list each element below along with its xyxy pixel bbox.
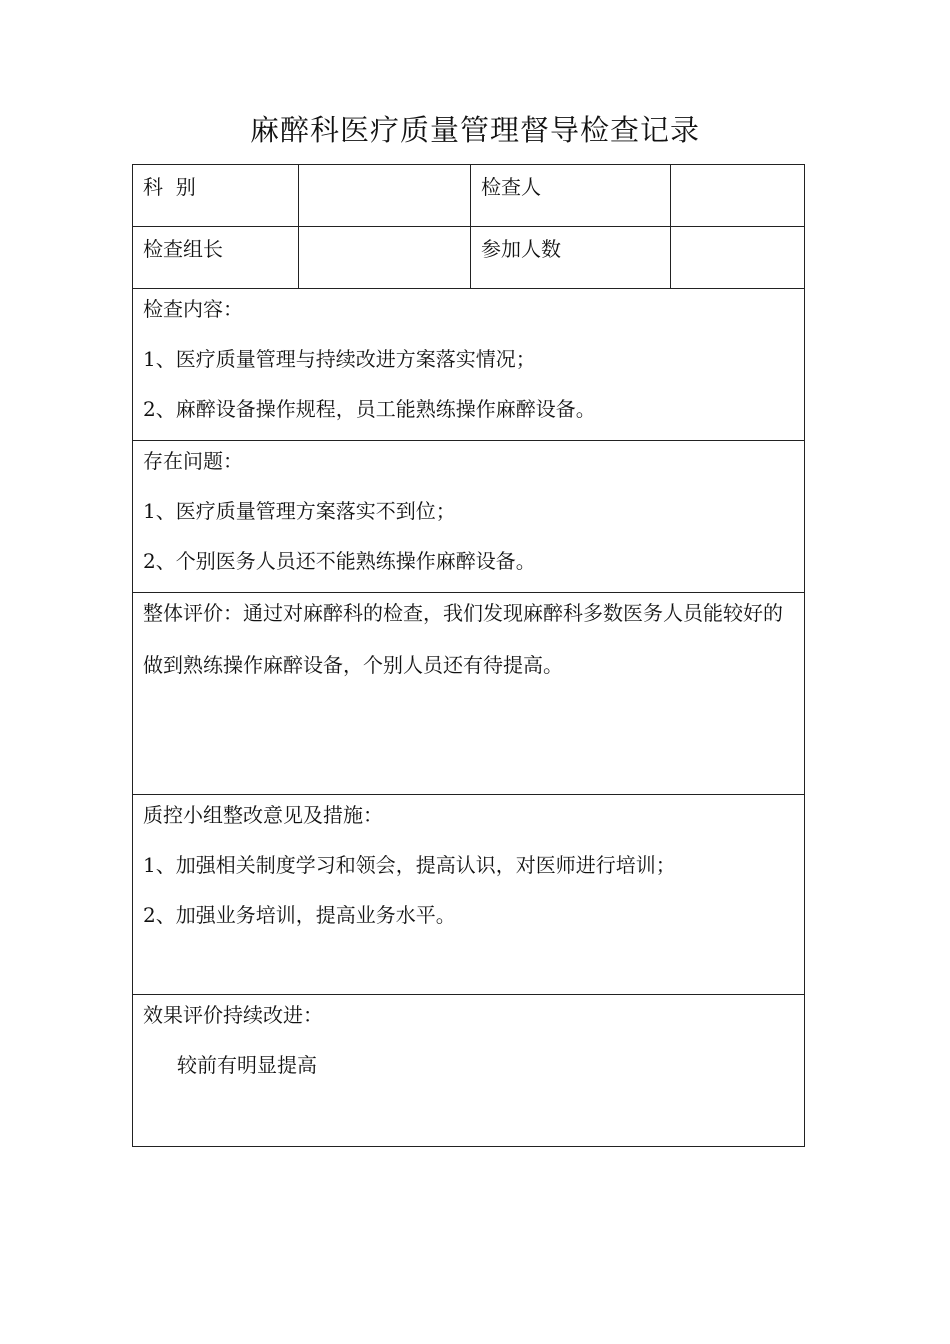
overall-evaluation-cell	[133, 593, 805, 795]
measure-item: 1、加强相关制度学习和领会，提高认识，对医师进行培训；	[143, 853, 676, 877]
measures-row	[133, 795, 805, 995]
inspection-content-row	[133, 289, 805, 441]
effect-evaluation-heading: 效果评价持续改进：	[143, 1003, 323, 1027]
inspector-value-cell[interactable]	[671, 165, 805, 227]
participants-label-cell	[471, 227, 671, 289]
dept-label-cell	[133, 165, 299, 227]
dept-label: 科 别	[143, 175, 196, 199]
document-title: 麻醉科医疗质量管理督导检查记录	[249, 113, 700, 147]
inspection-content-item: 2、麻醉设备操作规程，员工能熟练操作麻醉设备。	[143, 397, 596, 421]
dept-value	[299, 165, 470, 175]
participants-value	[671, 227, 804, 237]
overall-evaluation-row	[133, 593, 805, 795]
inspector-label-cell	[471, 165, 671, 227]
participants-label: 参加人数	[481, 237, 561, 261]
issues-cell	[133, 441, 805, 593]
effect-evaluation-cell	[133, 995, 805, 1147]
effect-evaluation-row	[133, 995, 805, 1147]
leader-label: 检查组长	[143, 237, 223, 261]
leader-value	[299, 227, 470, 237]
issues-heading: 存在问题：	[143, 449, 243, 473]
inspection-content-cell	[133, 289, 805, 441]
inspection-content-heading: 检查内容：	[143, 297, 243, 321]
header-row-department	[133, 165, 805, 227]
inspector-value	[671, 165, 804, 175]
header-row-leader	[133, 227, 805, 289]
dept-value-cell[interactable]	[299, 165, 471, 227]
leader-value-cell[interactable]	[299, 227, 471, 289]
overall-evaluation-text: 整体评价：通过对麻醉科的检查，我们发现麻醉科多数医务人员能较好的做到熟练操作麻醉设备，个别人员还有待提高。	[143, 601, 783, 677]
leader-label-cell	[133, 227, 299, 289]
inspection-record-table	[132, 164, 805, 1147]
participants-value-cell[interactable]	[671, 227, 805, 289]
inspector-label: 检查人	[481, 175, 541, 199]
inspection-content-item: 1、医疗质量管理与持续改进方案落实情况；	[143, 347, 536, 371]
issues-row	[133, 441, 805, 593]
measure-item: 2、加强业务培训，提高业务水平。	[143, 903, 456, 927]
measures-cell	[133, 795, 805, 995]
issue-item: 2、个别医务人员还不能熟练操作麻醉设备。	[143, 549, 536, 573]
issue-item: 1、医疗质量管理方案落实不到位；	[143, 499, 456, 523]
effect-evaluation-text: 较前有明显提高	[177, 1053, 317, 1077]
measures-heading: 质控小组整改意见及措施：	[143, 803, 383, 827]
